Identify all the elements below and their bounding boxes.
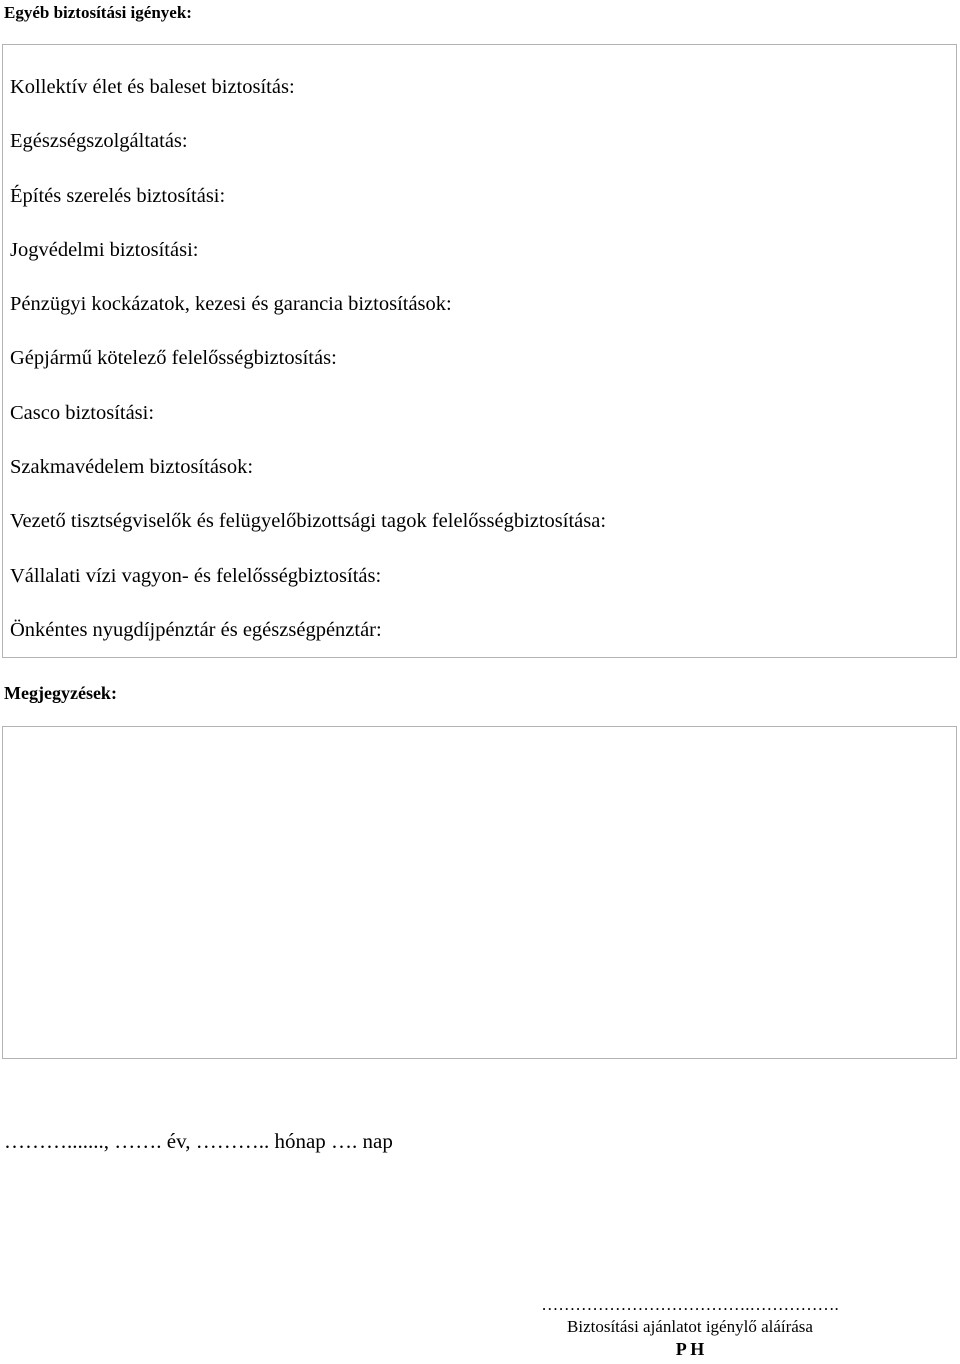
- insurance-type-list: [10, 74, 606, 671]
- insurance-item-casco: Casco biztosítási:: [10, 401, 155, 424]
- insurance-item-financial-risk: Pénzügyi kockázatok, kezesi és garancia biztosítások:: [10, 293, 452, 316]
- insurance-item-motor-liability: Gépjármű kötelező felelősségbiztosítás:: [10, 347, 337, 370]
- notes-heading: Megjegyzések:: [4, 683, 117, 703]
- signature-line: ……………………………….…………….: [541, 1295, 839, 1314]
- notes-box[interactable]: [2, 726, 957, 1059]
- other-insurance-heading: Egyéb biztosítási igények:: [4, 3, 192, 22]
- insurance-item-water-property: Vállalati vízi vagyon- és felelősségbiztosítás:: [10, 564, 382, 587]
- insurance-item-pension-health-fund: Önkéntes nyugdíjpénztár és egészségpénztár:: [10, 618, 382, 641]
- insurance-item-professional: Szakmavédelem biztosítások:: [10, 456, 254, 479]
- insurance-item-health-service: Egészségszolgáltatás:: [10, 130, 188, 153]
- stamp-label: P H: [675, 1339, 705, 1359]
- signature-block: [470, 1294, 910, 1360]
- date-line: ………......., ……. év, ……….. hónap …. nap: [4, 1129, 393, 1153]
- insurance-item-legal-protection: Jogvédelmi biztosítási:: [10, 238, 199, 261]
- insurance-item-directors-liability: Vezető tisztségviselők és felügyelőbizottsági tagok felelősségbiztosítása:: [10, 510, 607, 533]
- insurance-item-collective-life: Kollektív élet és baleset biztosítás:: [10, 76, 295, 98]
- other-insurance-box: [2, 44, 957, 658]
- insurance-item-construction: Építés szerelés biztosítási:: [10, 184, 226, 207]
- signature-label: Biztosítási ajánlatot igénylő aláírása: [567, 1317, 813, 1336]
